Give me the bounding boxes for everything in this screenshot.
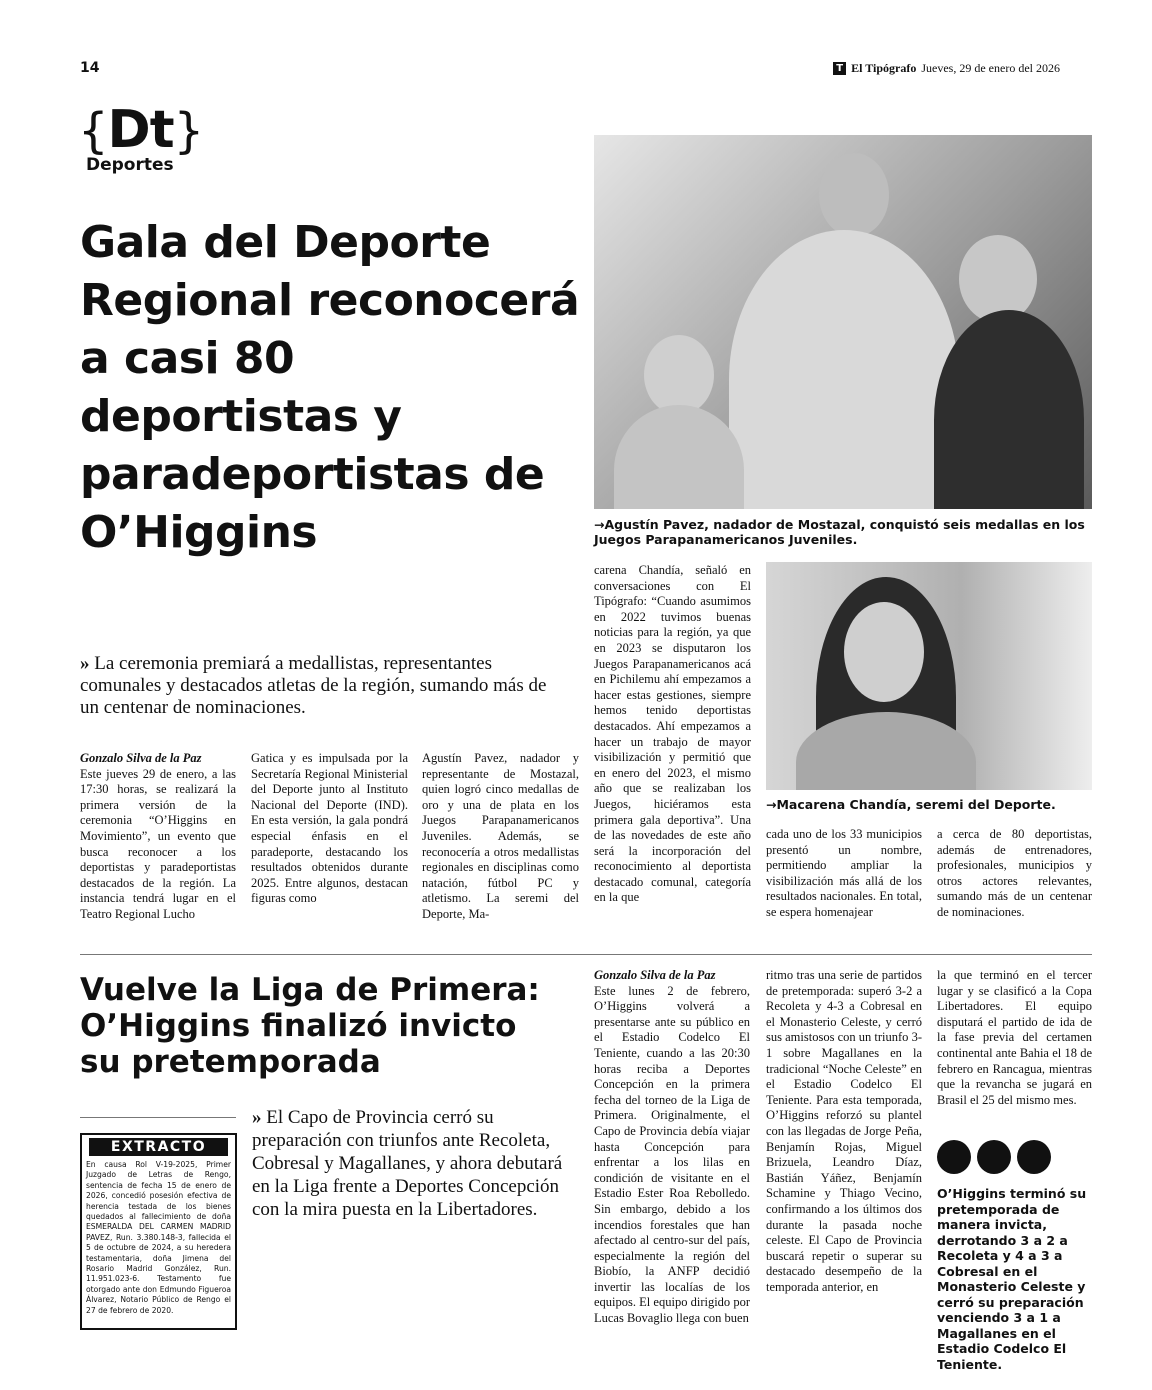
byline: Gonzalo Silva de la Paz xyxy=(594,968,716,982)
section-logo xyxy=(78,102,218,175)
newspaper-logo-icon: T xyxy=(833,62,846,75)
brace-close: } xyxy=(173,103,204,159)
article2-lead xyxy=(252,1106,567,1221)
pull-quote: O’Higgins terminó su pretemporada de manera invicta, derrotando 3 a 2 a Recoleta y 4 a 3 a Cobresal en el Monasterio Celeste y cerró su preparación venciendo 3 a 1 a Magallanes en el Estadio Codelco El Teniente. xyxy=(937,1186,1087,1372)
newspaper-name: El Tipógrafo xyxy=(851,61,917,75)
lead-text: La ceremonia premiará a medallistas, representantes comunales y destacados atletas de la región, sumando más de un centenar de nominaciones. xyxy=(80,653,547,718)
athlete-photo xyxy=(594,135,1092,509)
photo1-caption: →Agustín Pavez, nadador de Mostazal, conquistó seis medallas en los Juegos Parapanamericanos Juveniles. xyxy=(594,517,1085,547)
article1-column-4: carena Chandía, señaló en conversaciones con El Tipógrafo: “Cuando asumimos en 2022 tuvimos buenas noticias para la región, ya que en 2023 se disputaron los Juegos Parapanamericanos acá en Pichilemu ahí empezamos a hacer estas gestiones, siempre hemos tenido deportistas destacados. Ahí empezamos a hacer un trabajo de mayor visibilización y permitió que en enero del 2023, el mismo año que se realizaban los Juegos, hiciéramos esta primera gala deportiva”. Una de las novedades de este año será la incorporación del reconocimiento al deportista destacado comunal, categoría en la que xyxy=(594,563,751,905)
article1-column-6: a cerca de 80 deportistas, además de entrenadores, profesionales, municipios y otros actores relevantes, sumando más de un centenar de nominaciones. xyxy=(937,827,1092,919)
section-name: Deportes xyxy=(86,155,174,175)
article2-column-2: ritmo tras una serie de partidos de pretemporada: superó 3-2 a Recoleta y 4-3 a Cobresal en el Monasterio Celeste, y cerró sus amistosos con un triunfo 3-1 sobre Magallanes en la tradicional “Noche Celeste” en el Estadio Codelco El Teniente. Para esta temporada, O’Higgins reforzó su plantel con las llegadas de Jorge Peña, Benjamín Rojas, Miguel Brizuela, Leandro Díaz, Bastián Yáñez, Benjamín Schamine y Thiago Vecino, confirmando a los últimos dos durante la pasada noche celeste. El Capo de Provincia buscará repetir o superar su destacado desempeño de la temporada anterior, en xyxy=(766,968,922,1294)
article1-column-1 xyxy=(80,751,236,923)
quote-dots-icon xyxy=(937,1140,1051,1174)
legal-notice-box xyxy=(80,1133,237,1330)
section-divider xyxy=(80,954,1092,955)
lead-text: El Capo de Provincia cerró su preparación con triunfos ante Recoleta, Cobresal y Magallanes, y ahora debutará en la Liga frente a Deportes Concepción con la mira puesta en la Libertadores. xyxy=(252,1107,563,1220)
photo2-caption: →Macarena Chandía, seremi del Deporte. xyxy=(766,797,1056,812)
body-text: Este jueves 29 de enero, a las 17:30 horas, se realizará la primera versión de la ceremonia “O’Higgins en Movimiento”, un evento que busca reconocer a los deportistas y paradeportistas destacados de la región. La instancia tendrá lugar en el Teatro Regional Lucho xyxy=(80,766,236,921)
masthead xyxy=(833,61,1060,76)
byline: Gonzalo Silva de la Paz xyxy=(80,751,202,765)
article1-column-2: Gatica y es impulsada por la Secretaría Regional Ministerial del Deporte junto al Instituto Nacional del Deporte (IND). En esta versión, la gala pondrá especial énfasis en el paradeporte, destacando los resultados obtenidos durante 2025. Entre algunos, destacan figuras como xyxy=(251,751,408,906)
legal-notice-title: EXTRACTO xyxy=(89,1138,228,1156)
article2-headline: Vuelve la Liga de Primera: O’Higgins finalizó invicto su pretemporada xyxy=(80,972,540,1080)
brace-open: { xyxy=(78,103,108,159)
article2-column-1 xyxy=(594,968,750,1327)
legal-notice-body: En causa Rol V-19-2025, Primer Juzgado de Letras de Rengo, sentencia de fecha 15 de enero de 2026, concedió posesión efectiva de herencia testada de los bienes quedados al fallecimiento de doña ESMERALDA DEL CARMEN MADRID PAVEZ, Run. 3.380.148-3, fallecida el 5 de octubre de 2024, a su heredera testamentaria, doña Jimena del Rosario Madrid González, Run. 11.951.023-6. Testamento fue otorgado ante don Edmundo Figueroa Álvarez, Notario Público de Rengo el 27 de febrero de 2020. xyxy=(86,1160,231,1315)
body-text: Este lunes 2 de febrero, O’Higgins volverá a presentarse ante su público en el Estadio Codelco El Teniente, cuando a las 20:30 horas reciba a Deportes Concepción en la primera fecha del torneo de la Liga de Primera. Originalmente, el Capo de Provincia debía viajar hasta Concepción para enfrentar a los lilas en condición de visitante en el Estadio Ester Roa Rebolledo. Sin embargo, debido a los incendios forestales que han afectado al centro-sur del país, especialmente la región del Biobío, la ANFP decidió invertir las localías de los equipos. El equipo dirigido por Lucas Bovaglio llega con buen xyxy=(594,983,750,1326)
section-letters: Dt xyxy=(107,100,174,160)
extracto-divider xyxy=(80,1117,236,1118)
article2-column-3: la que terminó en el tercer lugar y se clasificó a la Copa Libertadores. El equipo disputará el partido de ida de la fase previa del certamen continental ante Bahia el 18 de febrero en Rancagua, mientras que la revancha se jugará en Brasil el 25 del mismo mes. xyxy=(937,968,1092,1107)
seremi-photo xyxy=(766,562,1092,790)
page-number: 14 xyxy=(80,60,100,76)
section-mark xyxy=(78,102,218,159)
article1-column-5: cada uno de los 33 municipios presentó un nombre, permitiendo ampliar la visibilización más allá de los resultados nacionales. En total, se espera homenajear xyxy=(766,827,922,919)
article1-column-3: Agustín Pavez, nadador y representante de Mostazal, quien logró cinco medallas de oro y una de plata en los Juegos Parapanamericanos Juveniles. Además, se reconocería a otros medallistas regionales en disciplinas como natación, fútbol PC y atletismo. La seremi del Deporte, Ma- xyxy=(422,751,579,921)
article1-headline: Gala del Deporte Regional reconocerá a casi 80 deportistas y paradeportistas de O’Higgins xyxy=(80,217,580,558)
article1-lead xyxy=(80,653,566,719)
issue-date: Jueves, 29 de enero del 2026 xyxy=(921,61,1060,75)
lead-marker: » xyxy=(80,653,90,674)
lead-marker: » xyxy=(252,1107,262,1128)
